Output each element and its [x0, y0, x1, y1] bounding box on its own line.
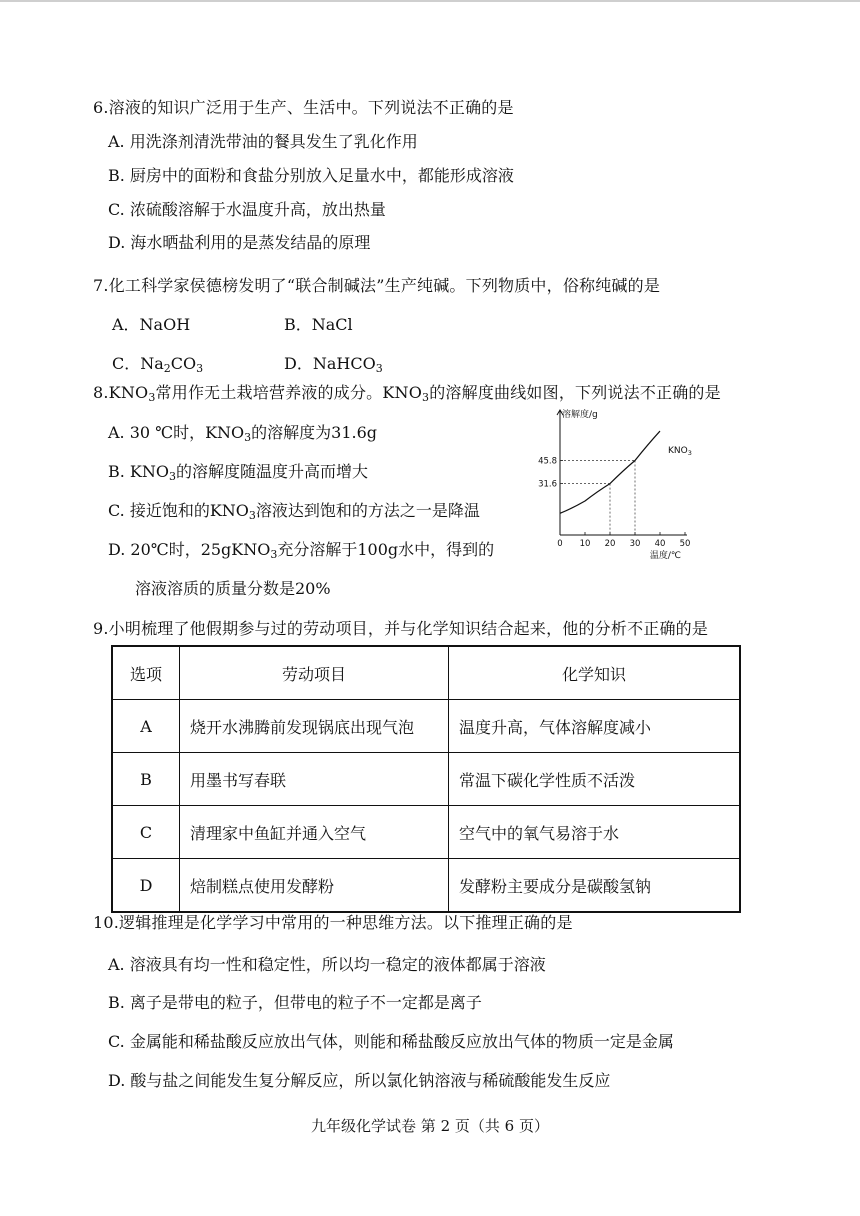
table-header-row	[112, 646, 740, 700]
q8-option-d[interactable]	[108, 540, 494, 565]
chart-labels	[538, 408, 692, 561]
chart-y-axis-label: 溶解度/g	[562, 410, 598, 420]
q8-c-pre: C. 接近饱和的KNO	[108, 501, 249, 520]
chart-series-label: $KNO_3$	[668, 446, 692, 458]
q8-option-b[interactable]	[108, 462, 368, 487]
q8-b-post: 的溶解度随温度升高而增大	[176, 462, 369, 481]
table-cell-knowledge: 温度升高，气体溶解度减小	[449, 700, 741, 753]
q6-option-a[interactable]: A. 用洗涤剂清洗带油的餐具发生了乳化作用	[108, 132, 418, 151]
chart-x-tick-label: 40	[654, 539, 666, 549]
q8-d-post: 充分溶解于100g水中，得到的	[277, 540, 495, 559]
q7-option-a[interactable]: A．NaOH	[112, 315, 191, 334]
chart-x-tick-label: 20	[604, 539, 616, 549]
table-cell-option: A	[112, 700, 180, 753]
table-row	[112, 753, 740, 806]
table-header-labor: 劳动项目	[180, 646, 449, 700]
q7-c-text: C．Na	[112, 354, 164, 373]
page-top-border	[0, 0, 860, 2]
table-header-option: 选项	[112, 646, 180, 700]
table-cell-knowledge: 空气中的氧气易溶于水	[449, 806, 741, 859]
q8-a-pre: A. 30 ℃时，KNO	[108, 423, 245, 442]
q7-c-mid: CO	[170, 354, 197, 373]
q8-option-a[interactable]	[108, 423, 377, 448]
chart-y-tick-label: 31.6	[538, 479, 557, 490]
chart-x-tick-label: 50	[679, 539, 691, 549]
q8-b-sub: 3	[169, 470, 176, 483]
chart-x-tick-label: 10	[579, 539, 591, 549]
chart-x-tick-label: 30	[629, 539, 641, 549]
table-cell-labor: 清理家中鱼缸并通入空气	[180, 806, 449, 859]
q8-d-pre: D. 20℃时，25gKNO	[108, 540, 271, 559]
q8-d-sub: 3	[270, 548, 278, 561]
kno3-solubility-chart	[530, 405, 690, 565]
page-footer: 九年级化学试卷 第 2 页（共 6 页）	[311, 1117, 549, 1135]
q7-d-text: D．NaHCO	[284, 354, 376, 373]
table-header-knowledge: 化学知识	[449, 646, 741, 700]
q8-stem-part2: 常用作无土栽培营养液的成分。KNO	[155, 383, 423, 402]
q8-c-post: 溶液达到饱和的方法之一是降温	[255, 501, 480, 520]
q7-option-b[interactable]: B．NaCl	[284, 315, 353, 334]
table-cell-labor: 焙制糕点使用发酵粉	[180, 859, 449, 913]
chart-guide-lines	[560, 460, 635, 535]
q8-stem-sub2: 3	[422, 391, 430, 404]
q8-a-sub: 3	[244, 431, 252, 444]
q7-stem: 7.化工科学家侯德榜发明了“联合制碱法”生产纯碱。下列物质中，俗称纯碱的是	[93, 276, 661, 295]
q7-c-sub1: 2	[163, 362, 171, 375]
q7-option-d[interactable]	[284, 354, 383, 379]
chart-x-axis-label: 温度/℃	[649, 551, 681, 561]
table-cell-labor: 烧开水沸腾前发现锅底出现气泡	[180, 700, 449, 753]
table-cell-option: D	[112, 859, 180, 913]
q10-option-a[interactable]: A. 溶液具有均一性和稳定性，所以均一稳定的液体都属于溶液	[108, 955, 546, 974]
q6-option-d[interactable]: D. 海水晒盐利用的是蒸发结晶的原理	[108, 233, 371, 252]
chart-x-tick-label: 0	[557, 539, 563, 549]
q7-c-sub2: 3	[196, 362, 204, 375]
q7-d-sub: 3	[375, 362, 383, 375]
table-cell-option: C	[112, 806, 180, 859]
table-row	[112, 859, 740, 913]
q8-c-sub: 3	[248, 509, 256, 522]
q8-stem-sub1: 3	[148, 391, 156, 404]
table-cell-knowledge: 常温下碳化学性质不活泼	[449, 753, 741, 806]
q8-a-post: 的溶解度为31.6g	[251, 423, 378, 442]
q8-stem-part3: 的溶解度曲线如图，下列说法不正确的是	[429, 383, 721, 402]
q10-option-b[interactable]: B. 离子是带电的粒子，但带电的粒子不一定都是离子	[108, 993, 482, 1012]
table-cell-option: B	[112, 753, 180, 806]
q8-b-pre: B. KNO	[108, 462, 169, 481]
q10-option-d[interactable]: D. 酸与盐之间能发生复分解反应，所以氯化钠溶液与稀硫酸能发生反应	[108, 1071, 611, 1090]
table-row	[112, 700, 740, 753]
chart-y-tick-label: 45.8	[538, 456, 557, 467]
q7-option-c[interactable]	[112, 354, 203, 379]
q6-option-b[interactable]: B. 厨房中的面粉和食盐分别放入足量水中，都能形成溶液	[108, 166, 514, 185]
q8-stem-part1: 8.KNO	[93, 383, 149, 402]
q9-table	[111, 645, 741, 913]
q6-stem: 6.溶液的知识广泛用于生产、生活中。下列说法不正确的是	[93, 98, 514, 117]
q10-option-c[interactable]: C. 金属能和稀盐酸反应放出气体，则能和稀盐酸反应放出气体的物质一定是金属	[108, 1032, 674, 1051]
table-cell-labor: 用墨书写春联	[180, 753, 449, 806]
q8-option-d-continued: 溶液溶质的质量分数是20%	[135, 579, 331, 598]
q10-stem: 10.逻辑推理是化学学习中常用的一种思维方法。以下推理正确的是	[93, 913, 573, 932]
table-row	[112, 806, 740, 859]
table-cell-knowledge: 发酵粉主要成分是碳酸氢钠	[449, 859, 741, 913]
q6-option-c[interactable]: C. 浓硫酸溶解于水温度升高，放出热量	[108, 200, 386, 219]
q9-stem: 9.小明梳理了他假期参与过的劳动项目，并与化学知识结合起来，他的分析不正确的是	[93, 619, 709, 638]
q8-option-c[interactable]	[108, 501, 480, 526]
